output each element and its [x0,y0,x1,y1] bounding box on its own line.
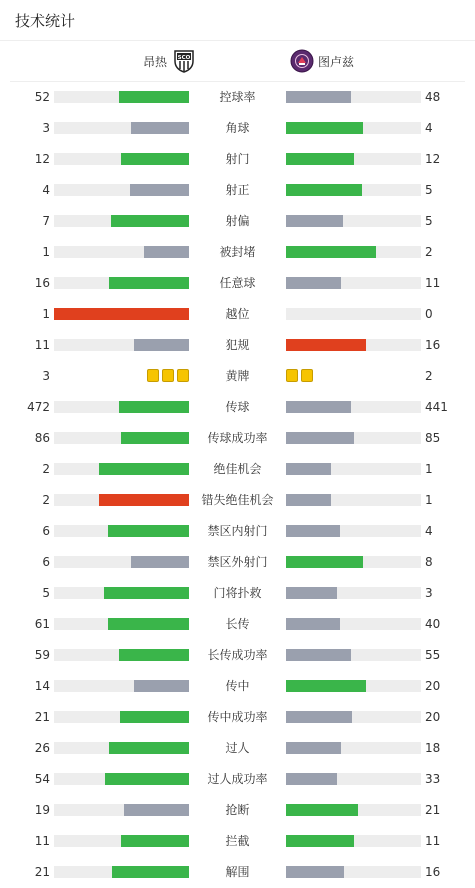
home-value: 2 [42,462,50,476]
away-bar-fill [286,866,344,878]
toulouse-fc-crest-icon [290,49,312,73]
stat-label: 传中 [225,679,250,693]
home-bar-track [54,184,189,196]
away-value: 4 [425,121,433,135]
away-bar-track [286,587,421,599]
yellow-card-icon [301,369,313,382]
away-bar-fill [286,91,351,103]
away-bar-track [286,432,421,444]
home-bar-fill [131,122,189,134]
home-bar-track [54,525,189,537]
stat-row [0,454,475,485]
away-value: 16 [425,865,441,879]
home-bar-fill [121,432,189,444]
yellow-card-icon [286,369,298,382]
home-value: 21 [34,865,50,879]
stat-row [0,423,475,454]
away-bar-fill [286,711,352,723]
away-bar-fill [286,215,343,227]
away-value: 1 [425,493,433,507]
away-bar-fill [286,587,337,599]
away-bar-track [286,835,421,847]
stat-row [0,671,475,702]
home-bar-track [54,308,189,320]
stat-row [0,547,475,578]
away-bar-track [286,184,421,196]
away-bar-track [286,866,421,878]
away-bar-fill [286,432,354,444]
stat-row [0,733,475,764]
away-bar-track [286,91,421,103]
page-title: 技术统计 [15,12,76,30]
home-bar-fill [131,556,189,568]
home-value: 11 [34,338,50,352]
stat-label: 门将扑救 [213,586,262,600]
stat-label: 犯规 [225,338,250,352]
stat-row [0,392,475,423]
away-bar-track [286,711,421,723]
home-bar-fill [124,804,189,816]
away-value: 21 [425,803,441,817]
away-yellow-cards [286,369,313,382]
away-bar-track [286,494,421,506]
stat-label: 过人 [225,741,250,755]
stat-row [0,516,475,547]
away-bar-track [286,556,421,568]
stat-row [0,144,475,175]
stat-label: 被封堵 [219,245,256,259]
away-bar-track [286,680,421,692]
away-bar-fill [286,649,351,661]
away-value: 16 [425,338,441,352]
away-value: 20 [425,710,441,724]
home-bar-fill [111,215,189,227]
home-bar-track [54,742,189,754]
home-bar-track [54,339,189,351]
away-value: 11 [425,834,441,848]
away-bar-track [286,525,421,537]
away-bar-fill [286,277,341,289]
stat-label: 射正 [225,183,250,197]
home-bar-fill [112,866,189,878]
stat-row [0,795,475,826]
stat-row [0,299,475,330]
home-value: 59 [34,648,50,662]
away-bar-fill [286,153,354,165]
stat-label: 角球 [225,121,250,135]
away-value: 11 [425,276,441,290]
stat-label: 传球成功率 [207,431,268,445]
home-bar-fill [119,401,189,413]
home-value: 6 [42,524,50,538]
yellow-card-icon [162,369,174,382]
home-bar-fill [108,618,189,630]
away-value: 3 [425,586,433,600]
stat-label: 任意球 [219,276,256,290]
stat-row [0,113,475,144]
home-bar-fill [121,835,189,847]
away-bar-track [286,773,421,785]
home-value: 3 [42,121,50,135]
away-bar-fill [286,401,351,413]
stat-row [0,857,475,888]
away-value: 20 [425,679,441,693]
away-bar-track [286,742,421,754]
home-bar-fill [105,773,189,785]
away-bar-track [286,246,421,258]
away-bar-fill [286,680,366,692]
away-bar-track [286,618,421,630]
stat-label: 控球率 [219,90,256,104]
away-value: 48 [425,90,441,104]
away-bar-track [286,339,421,351]
away-value: 4 [425,524,433,538]
stat-label: 过人成功率 [207,772,268,786]
home-bar-fill [108,525,189,537]
stat-label: 长传 [225,617,250,631]
yellow-card-icon [177,369,189,382]
home-bar-track [54,401,189,413]
stat-label: 拦截 [225,834,250,848]
away-bar-fill [286,122,363,134]
home-team[interactable] [137,49,195,73]
home-bar-fill [109,742,189,754]
home-bar-track [54,91,189,103]
home-bar-track [54,246,189,258]
away-bar-fill [286,246,376,258]
home-value: 26 [34,741,50,755]
home-bar-track [54,277,189,289]
home-value: 5 [42,586,50,600]
away-value: 441 [425,400,448,414]
stat-row [0,640,475,671]
away-value: 12 [425,152,441,166]
stat-row [0,82,475,113]
home-bar-track [54,215,189,227]
home-value: 1 [42,245,50,259]
away-bar-track [286,215,421,227]
stat-label: 错失绝佳机会 [201,493,274,507]
home-value: 86 [34,431,50,445]
home-bar-fill [54,308,189,320]
away-bar-fill [286,804,358,816]
home-bar-track [54,649,189,661]
home-bar-track [54,463,189,475]
home-bar-fill [119,649,189,661]
home-value: 11 [34,834,50,848]
stat-row [0,361,475,392]
away-bar-fill [286,773,337,785]
home-bar-track [54,680,189,692]
home-value: 6 [42,555,50,569]
away-value: 5 [425,183,433,197]
home-value: 2 [42,493,50,507]
away-bar-track [286,463,421,475]
stat-label: 禁区外射门 [207,555,268,569]
stat-label: 长传成功率 [207,648,268,662]
home-yellow-cards [147,369,189,382]
away-bar-fill [286,494,331,506]
away-bar-fill [286,835,354,847]
home-bar-track [54,122,189,134]
home-bar-track [54,494,189,506]
home-bar-track [54,711,189,723]
away-team-name: 图卢兹 [318,54,355,69]
home-bar-fill [121,153,189,165]
stat-label: 绝佳机会 [213,462,262,476]
home-team-name: 昂热 [143,54,168,69]
away-value: 0 [425,307,433,321]
stats-list [0,82,475,888]
away-value: 33 [425,772,441,786]
home-value: 61 [34,617,50,631]
stat-label: 越位 [225,307,250,321]
away-bar-track [286,308,421,320]
stat-row [0,237,475,268]
stats-header [0,0,475,41]
stat-row [0,485,475,516]
away-value: 2 [425,369,433,383]
away-bar-track [286,649,421,661]
stat-row [0,764,475,795]
away-bar-fill [286,339,366,351]
stat-label: 黄牌 [225,369,250,383]
home-bar-track [54,432,189,444]
away-value: 18 [425,741,441,755]
away-value: 40 [425,617,441,631]
away-value: 5 [425,214,433,228]
stat-label: 传中成功率 [207,710,268,724]
away-value: 2 [425,245,433,259]
away-bar-track [286,122,421,134]
home-logo-text: SCO [177,55,191,61]
away-bar-fill [286,742,341,754]
home-value: 4 [42,183,50,197]
home-bar-fill [99,463,189,475]
stat-row [0,578,475,609]
home-value: 21 [34,710,50,724]
home-value: 12 [34,152,50,166]
home-value: 14 [34,679,50,693]
stat-row [0,826,475,857]
away-value: 1 [425,462,433,476]
stat-label: 射偏 [225,214,250,228]
home-value: 16 [34,276,50,290]
stat-row [0,330,475,361]
yellow-card-icon [147,369,159,382]
away-bar-fill [286,184,362,196]
away-value: 85 [425,431,441,445]
away-bar-track [286,277,421,289]
home-value: 54 [34,772,50,786]
home-bar-fill [134,339,189,351]
stat-label: 解围 [225,865,250,879]
home-bar-fill [130,184,189,196]
away-value: 8 [425,555,433,569]
home-bar-track [54,804,189,816]
home-bar-track [54,587,189,599]
home-bar-fill [134,680,189,692]
home-value: 1 [42,307,50,321]
stat-label: 射门 [225,152,250,166]
stat-row [0,268,475,299]
home-bar-track [54,866,189,878]
home-bar-track [54,773,189,785]
away-bar-track [286,401,421,413]
home-bar-track [54,618,189,630]
home-bar-fill [120,711,189,723]
home-bar-fill [99,494,189,506]
away-bar-fill [286,618,340,630]
stat-label: 传球 [225,400,250,414]
stat-label: 抢断 [225,803,250,817]
home-bar-track [54,153,189,165]
home-bar-track [54,835,189,847]
home-value: 3 [42,369,50,383]
away-bar-track [286,804,421,816]
home-value: 472 [27,400,50,414]
home-bar-fill [119,91,189,103]
home-bar-fill [109,277,189,289]
away-bar-fill [286,463,331,475]
away-bar-track [286,153,421,165]
teams-header [10,41,465,82]
away-bar-fill [286,525,340,537]
home-bar-fill [144,246,189,258]
stat-row [0,175,475,206]
away-bar-fill [286,556,363,568]
home-value: 19 [34,803,50,817]
stat-row [0,702,475,733]
angers-sco-crest-icon [173,49,195,73]
stat-row [0,609,475,640]
home-value: 52 [34,90,50,104]
home-bar-fill [104,587,189,599]
stat-label: 禁区内射门 [207,524,268,538]
away-team[interactable] [290,49,360,73]
home-value: 7 [42,214,50,228]
away-value: 55 [425,648,441,662]
stat-row [0,206,475,237]
home-bar-track [54,556,189,568]
